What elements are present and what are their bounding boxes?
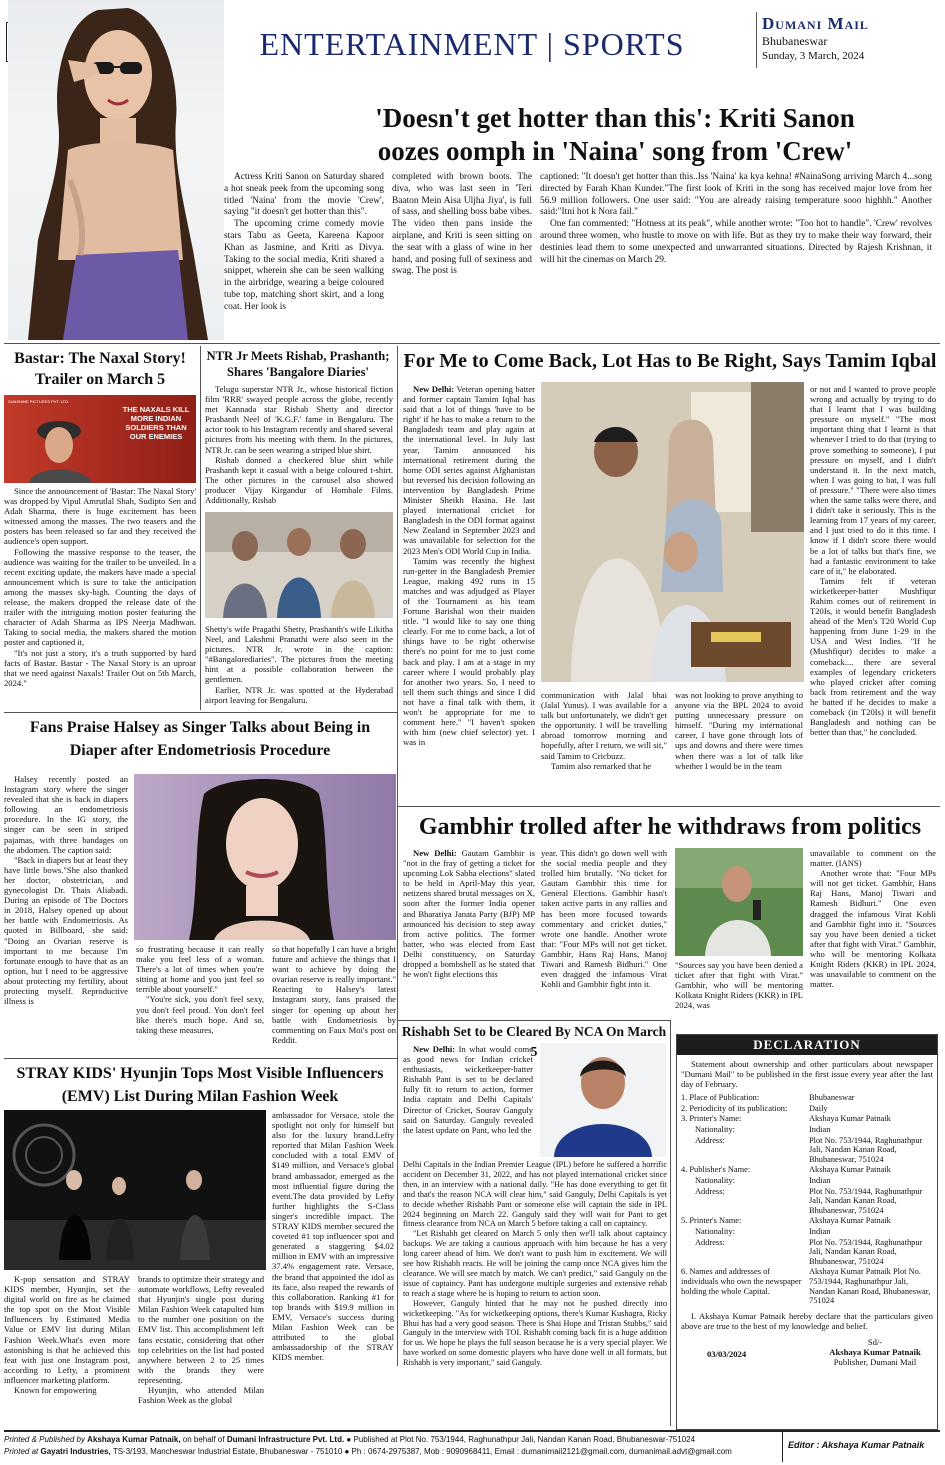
- masthead-paper-info: [762, 14, 942, 64]
- ntr-body-bottom: [205, 624, 393, 705]
- kriti-body-col1: [224, 172, 384, 314]
- declaration-row-value: Plot No. 753/1944, Raghunathpur Jali, Nandan Kanan Road, Bhubaneswar, 751024: [809, 1135, 923, 1164]
- gambhir-para: [403, 848, 535, 979]
- halsey-body-col1: [4, 774, 128, 1006]
- declaration-row: [681, 1136, 933, 1165]
- tamim-text: Veteran opening batter and former captain Tamim Iqbal has said that a lot of things 'have to be right' if he has to make a return to the Bangladesh team and play again at the international level. In July last year, Tamim announced his international retirement during the home ODI series against Afghanistan but reversed his decision following an intervention by Bangladesh Prime Minister Sheikh Hasina. He last played international cricket for Bangladesh in the ODI format against New Zealand in September 2023 and was unavailable for selection for the 2023 Men's ODI World Cup in India.: [403, 384, 535, 556]
- halsey-para: so frustrating because it can really make you feel less of a woman. There's a lot of times when you're sitting at home and you just feel so terrible about yourself.": [136, 944, 264, 995]
- gambhir-headline: Gambhir trolled after he withdraws from politics: [418, 814, 922, 840]
- gambhir-para: year. This didn't go down well with the social media people and they trolled him brutally. "No ticket for Gautam Gambhir this time for General Elections. Gambhir hasn't taken active parts in any rallies and has been more focused towards commentary and cricket duties," wrote one handle. Another wrote that: "Four MPs will not get ticket. Gambhir, Hans Raj Hans, Manoj Tiwari and Ramesh Bidhuri." One even dragged the infamous Virat Kohli and Gambhir fight into it.: [541, 848, 667, 990]
- rishabh-para: [403, 1044, 533, 1135]
- declaration-row-value: Indian: [809, 1125, 831, 1135]
- paper-city: Bhubaneswar: [762, 34, 828, 48]
- rishabh-para: However, Ganguly hinted that he may not be pushed directly into wicketkeeping. "As for wicketkeeping options, there's Kumar Kushagra, Ricky Bhui has had a very good season. There is Shai Hope and Tristan Stubbs," said Ganguly in the interview with TOI. Rishabh coming back fit is a huge addition for us. We hope he plays the full season because he is a very special player. We have worked on some domestic players who have done well in all formats, but Rishabh is very important," said Ganguly.: [403, 1298, 667, 1368]
- stray-kids-headline: [4, 1062, 396, 1108]
- tamim-para: Tamim felt if veteran wicketkeeper-batter Mushfiqur Rahim comes out of retirement in T20Is, it would benefit Bangladesh ahead of the Men's T20 World Cup happening from June 1-29 in the USA and West Indies. "If he (Mushfiqur) decides to make a comeback.... there are several examples of legendary cricketers who played cricket after coming back from retirement and the way he batted if he decides to make a comeback (in T20Is) it will benefit Bangladesh and nothing can be better than that," he concluded.: [810, 575, 936, 738]
- declaration-row-value: Plot No. 753/1944, Raghunathpur Jali, Nandan Kanan Road, Bhubaneswar, 751024: [809, 1186, 923, 1215]
- tamim-hasina-photo: [541, 382, 804, 682]
- stray-para: brands to optimize their strategy and automate workflows, Lefty revealed that Hyunjin's single post during Milan Fashion Week catapulted him to the number one position on the EMV list. This accomplishment left fans ecstatic, considering that other top celebrities on the list had posted anywhere between 2 to 25 times with the brands they were representing.: [138, 1274, 264, 1385]
- section-title: [242, 24, 702, 64]
- gambhir-para: "Sources say you have been denied a ticket after that fight with Virat." Gambhir, who will be mentoring Kolkata Knight Riders (KKR) in IPL 2024, was: [675, 960, 803, 1011]
- declaration-row-label: 5. Printer's Name:: [681, 1216, 742, 1226]
- kriti-body-col2: [392, 172, 532, 278]
- kriti-para: captioned: "It doesn't get hotter than this..Iss 'Naina' ka kya kehna! #NainaSong arriving March 4...song directed by Farah Khan Kunder."The first look of Kriti in the song has received major love from her 56.9 million followers. One user said: "You are already raising temperature sooo highhh." Another said:"Itni hot k Nora fail.": [540, 172, 932, 218]
- declaration-row-label: Address:: [695, 1186, 725, 1196]
- gambhir-text: Gautam Gambhir is "not in the fray of getting a ticket for upcoming Lok Sabha elections" slated to be held in April-May this year, netizens shared brutal messages on X, soon after the former India opener and Bharatiya Janata Party (BJP) MP announced his decision to step away from active politics. The former batter, who was elected from East Delhi constituency, on Saturday dropped a bombshell as he stated that he won't fight elections this: [403, 848, 535, 980]
- gambhir-dateline: New Delhi:: [413, 848, 457, 858]
- rishabh-para: "Let Rishabh get cleared on March 5 only then we'll talk about captaincy backups. We are taking a cautious approach with him because he has a very long career ahead of him. We don't want to push him in excitement. We will see how Rishabh reacts. He will be joining the camp once NCA gives him the clearance. We will see match by match. We can't predict," said Ganguly on the issue of captaincy. Pant has undergone multiple surgeries and extensive rehab to reach a stage where he is hoping to return to action soon.: [403, 1229, 667, 1298]
- footer-l1-company: Dumani Infrastructure Pvt. Ltd.: [226, 1435, 345, 1444]
- ntr-headline: [202, 348, 394, 380]
- bastar-headline: [4, 348, 196, 390]
- stray-headline-line1: STRAY KIDS' Hyunjin Tops Most Visible Influencers: [16, 1065, 384, 1082]
- tamim-body-col2: [541, 690, 667, 771]
- poster-text: THE NAXALS KILL MORE INDIAN SOLDIERS THAN OUR ENEMIES: [122, 405, 190, 441]
- declaration-row-label: 2. Periodicity of its publication:: [681, 1103, 788, 1113]
- halsey-body-col3: [272, 944, 396, 1045]
- halsey-body-col2: [136, 944, 264, 1035]
- stray-body-col1: [4, 1274, 130, 1395]
- halsey-para: "Back in diapers but at least they have little bows."She also thanked her doctor, obstetrician, and gynecologist Dr. Thais Aliabadi. During an episode of The Doctors in 2018, Halsey opened up about her battle with Endometriosis. As quoted in Billboard, she said: "Doing an Ovarian reserve is important to me because I'm fortunate enough to have that as an option, but I need to be aggressive about protecting my fertility, about protecting myself. Reproductive illness is: [4, 854, 128, 1007]
- kriti-body-col3: [540, 172, 932, 266]
- stray-para: Known for empowering: [14, 1385, 97, 1396]
- gambhir-illustration: [675, 848, 803, 956]
- declaration-row: [681, 1125, 933, 1135]
- bastar-headline-line1: Bastar: The Naxal Story!: [14, 350, 186, 367]
- kriti-headline-line2: oozes oomph in 'Naina' song from 'Crew': [377, 136, 853, 166]
- rishabh-illustration: [540, 1043, 666, 1157]
- declaration-row-value: Akshaya Kumar Patnaik: [809, 1114, 891, 1124]
- footer-line2: [4, 1446, 778, 1458]
- kriti-para: Actress Kriti Sanon on Saturday shared a hot sneak peek from the upcoming song titled 'Naina' from the movie 'Crew', saying "it doesn't get hotter than this".: [224, 172, 384, 218]
- declaration-date: 03/03/2024: [707, 1348, 747, 1359]
- tamim-para: or not and I wanted to prove people wrong and actually by trying to do that I learnt that I was building pressure on myself." "The most important thing that I learnt is that whenever I tried to do that (trying to prove something to someone), I put pressure on myself, and I didn't understand it. In the next match, when I was going to bat, I was full of pressure." "There were also times when the same talks were there, and I didn't take it seriously. This is the learning from 17 years of my career, and I just tried to do it this time. I know if I didn't score there would be a lot of talks but that's fine, we had a fantastic environment to take care of it," he elaborated.: [810, 384, 936, 576]
- kriti-headline: [300, 102, 930, 168]
- declaration-row-value: Akshaya Kumar Patnaik: [809, 1165, 891, 1175]
- halsey-headline-line2: Diaper after Endometriosis Procedure: [69, 742, 331, 759]
- declaration-row: [681, 1227, 933, 1237]
- tamim-para: communication with Jalal bhai (Jalal Yunus). I was available for a talk but unfortunately, we didn't get the opportunity. I will be travelling abroad tomorrow morning and hopefully, after I return, we will sit," said Tamim to Cricbuzz.: [541, 690, 667, 761]
- gambhir-photo: [675, 848, 803, 956]
- declaration-row-label: Address:: [695, 1135, 725, 1145]
- declaration-row-value: Indian: [809, 1176, 831, 1186]
- halsey-portrait-illustration: [134, 774, 396, 940]
- declaration-row-label: Address:: [695, 1237, 725, 1247]
- footer-l1-mid: on behalf of: [182, 1435, 225, 1444]
- rishabh-dateline: New Delhi:: [413, 1044, 456, 1054]
- declaration-row: [681, 1104, 933, 1114]
- poster-company: SUNSHINE PICTURES PVT. LTD.: [8, 399, 70, 404]
- footer-l1-rest: ● Published at Plot No. 753/1944, Raghunathpur Jali, Nandan Kanan Road, Bhubaneswar-751024: [346, 1435, 696, 1444]
- tamim-headline: For Me to Come Back, Lot Has to Be Right, Says Tamim Iqbal: [403, 350, 937, 372]
- declaration-row: [681, 1187, 933, 1216]
- declaration-row-value: Akshaya Kumar Patnaik Plot No. 753/1944, Raghunathpur Jali, Nandan Kanan Road, Bhubaneswar, 751024: [809, 1267, 931, 1306]
- ntr-headline-line2: Shares 'Bangalore Diaries': [227, 365, 369, 379]
- bastar-headline-line2: Trailer on March 5: [34, 371, 166, 388]
- bastar-para: "It's not just a story, it's a truth supported by hard facts of Bastar. Bastar - The Naxal Story is an uproar that we need against Naxals! Trailer Out on 5th March, 2024.": [4, 647, 196, 688]
- stray-headline-line2: (EMV) List During Milan Fashion Week: [61, 1088, 339, 1105]
- declaration-row-label: Nationality:: [695, 1176, 736, 1186]
- ntr-group-illustration: [205, 512, 393, 618]
- declaration-row-value: Daily: [809, 1103, 828, 1113]
- section-divider: |: [546, 26, 564, 62]
- declaration-row-label: Nationality:: [695, 1125, 736, 1135]
- declaration-row-value: Indian: [809, 1227, 831, 1236]
- rishabh-body-top: [403, 1044, 533, 1135]
- kriti-para: The upcoming crime comedy movie stars Tabu as Geeta, Kareena Kapoor Khan as Jasmine, and Kriti as Divya. Taking to the social media, Kriti shared a snippet, wherein she can be seen walking in the airbridge, wearing a beige coloured tube top, matching short skirt, and a long coat. Her look is: [224, 219, 384, 312]
- gambhir-para: unavailable to comment on the matter. (IANS): [810, 848, 936, 869]
- footer-l2-rest: TS-3/193, Mancheswar Industrial Estate, Bhubaneswar - 751010 ● Ph : 0674-2975387, Mob : 9090968411, Email : dumanimail2121@gmail.com, dumanimail.advt@gmail.com: [112, 1446, 732, 1456]
- ntr-para: Telugu superstar NTR Jr., whose historical fiction film 'RRR' swayed people across the globe, recently met Kannada star Rishab Shetty and director Prashanth Neel of 'K.G.F.' fame in Bengaluru. The actor took to his Instagram recently and shared several pictures from his meeting with them. In the pictures, NTR Jr. can be seen wearing a striped blue shirt.: [205, 384, 393, 455]
- ntr-para: Shetty's wife Pragathi Shetty, Prashanth's wife Likitha Neel, and Lakshmi Pranathi were also seen in the pictures. NTR Jr. wrote in the caption: "#Bangalorediaries". The pictures from the meeting hint at a possible collaboration between the gentlemen.: [205, 624, 393, 685]
- kriti-headline-line1: 'Doesn't get hotter than this': Kriti Sanon: [375, 103, 855, 133]
- declaration-intro: Statement about ownership and other particulars about newspaper "Dumani Mail" to be published in the first issue every year after the last day of February.: [681, 1059, 933, 1090]
- gambhir-body-col4: [810, 848, 936, 989]
- ntr-para: Rishab donned a checkered blue shirt while Prashanth kept it casual with a beige coloured t-shirt. The other pictures in the carousel also showed producer Vijay Kirgandur of Hombale Films. Additionally, Rishab: [205, 454, 393, 506]
- tamim-para: Tamim also remarked that he: [551, 760, 652, 771]
- declaration-row-label: 6. Names and addresses of individuals who own the newspaper holding the whole Capital.: [681, 1267, 802, 1296]
- fashion-show-illustration: [4, 1110, 266, 1270]
- declaration-row: [681, 1093, 933, 1103]
- declaration-row-value: Bhubaneswar: [809, 1093, 855, 1103]
- footer-line1: [4, 1434, 778, 1446]
- bastar-para: Following the massive response to the teaser, the audience was waiting for the trailer to be unveiled. In a recent exciting update, the makers have made a special announcement which is sure to take the anticipation among the masses sky-high. Counting the days of release, the makers dropped the release date of the trailer with the intriguing motion poster featuring the character of Adah Sharma as IPS Neerja Madhwan. Taking to social media, the makers shared the motion poster and captioned it,: [4, 546, 196, 648]
- declaration-row: [681, 1238, 933, 1267]
- stray-body-col2: [138, 1274, 264, 1405]
- footer-l2-lead: Printed at: [4, 1446, 39, 1456]
- ntr-body-top: [205, 384, 393, 505]
- halsey-para: so that hopefully I can have a bright future and achieve the things that I want to achieve by doing the ovarian reserve is really important." Reacting to Halsey's latest Instagram story, fans praised the singer for opening up about her battle with Endometriosis by commenting on Faux Moi's post on Reddit.: [272, 944, 396, 1045]
- halsey-para: Halsey recently posted an Instagram story where the singer revealed that she is back in diapers following an endometriosis procedure. In the IG story, the singer can be seen in striped pajamas, with three bandages on the abdomen. The caption said:: [4, 774, 128, 855]
- declaration-sd: Sd/-: [867, 1336, 883, 1347]
- footer-l2-company: Gayatri Industries,: [40, 1446, 111, 1456]
- gambhir-body-col2: [541, 848, 667, 989]
- bastar-para: Since the announcement of 'Bastar: The Naxal Story' was dropped by Vipul Amrutlal Shah, Sudipto Sen and Adah Sharma, there is huge excitement has been witnessed among the masses. The two teasers and the posters has been released so far and they received the audience's open support.: [4, 486, 196, 547]
- tamim-group-illustration: [541, 382, 804, 682]
- tamim-body-col3: [675, 690, 803, 771]
- declaration-box: [676, 1034, 938, 1430]
- rishabh-para: Delhi Capitals in the Indian Premier League (IPL) before he suffered a horrific accident on December 31, 2022, and has not played international cricket since then, in an interview with a national daily. "He has done everything to get fit and that's the reason NCA will clear him," said Ganguly, Delhi Capitals is yet to decide whether Rishabh Pant or someone else will captain the side in IPL 2024 beginning on March 22. Ganguly said they will wait for Pant to get fitness clearance from NCA on March 5 before taking a call on captaincy.: [403, 1160, 667, 1229]
- kriti-para: One fan commented: "Hotness at its peak", while another wrote: "Too hot to handle". 'Crew' revolves around three women, who hustle to move on with life. But as they try to make their way forward, their destinies lead them to some unexpected and unwarranted situations. Directed by Rajesh Krishnan, it will hit the cinemas on March 29.: [540, 219, 932, 265]
- footer-imprint: [4, 1434, 778, 1457]
- tamim-para: was not looking to prove anything to anyone via the BPL 2024 to avoid putting unnecessary pressure on himself. "During my international career, I have gone through lots of ups and downs and there were times when there was a lot of talk like whether I would be in the team: [675, 690, 803, 771]
- kriti-sanon-photo: [8, 0, 224, 340]
- tamim-para: Tamim was recently the highest run-getter in the Bangladesh Premier League, making 492 runs in 15 matches and was adjudged as Player of the Tournament as his team Fortune Barishal won their maiden title. "I would like to say one thing clearly. For me to come back, a lot of things have to be right otherwise there's no point for me to just come back and play. I am at a stage in my career where I would probably play for another two years. So, I need to tell them such things and since I did not have a final talk with them, it won't be appropriate for me to comment here." "I haven't spoken with him (new chief selector) yet. I was in: [403, 555, 535, 748]
- bastar-body: [4, 486, 196, 688]
- gambhir-para: Another wrote that: "Four MPs will not get ticket. Gambhir, Hans Raj Hans, Manoj Tiwari and Ramesh Bidhuri." One even dragged the infamous Virat Kohli and Gambhir fight into it. "Sources say you have been denied a ticket after that fight with Virat." Gambhir, who will be mentoring Kolkata Knight Riders (KKR) in IPL 2024, was unavailable to comment on the matter.: [810, 868, 936, 990]
- gambhir-body-col1: [403, 848, 535, 979]
- section-entertainment: ENTERTAINMENT: [259, 26, 538, 62]
- tamim-para: [403, 384, 535, 556]
- tamim-body-col1: [403, 384, 535, 747]
- halsey-para: "You're sick, you don't feel sexy, you don't feel proud. You don't feel like there's much hope. And so, taking these measures,: [136, 994, 264, 1035]
- declaration-row: [681, 1165, 933, 1175]
- halsey-headline-line1: Fans Praise Halsey as Singer Talks about Being in: [29, 719, 371, 736]
- stray-para: ambassador for Versace, stole the spotlight not only for himself but also for the luxury brand.Lefty reported that Milan Fashion Week concluded with a total EMV of $149 million, and Versace's global brand ambassador, emerged as the most influential figure during the event.The data provided by Lefty further highlights the S-Class singer's incredible impact. The STRAY KIDS member secured the coveted #1 top influencer spot and generated a staggering $4.02 million in EMV with an impressive 37.4% engagement rate. Versace, the brand that appointed the idol as its face, also reaped the rewards of this collaboration. Ranking #1 for top brands with $19.9 million in EMV, Versace's success during Milan Fashion Week can be attributed to the global ambassadorship of the STRAY KIDS member.: [272, 1110, 394, 1363]
- hyunjin-versace-photo: [4, 1110, 266, 1270]
- tamim-dateline: New Delhi:: [413, 384, 455, 394]
- footer-l1-name: Akshaya Kumar Patnaik,: [87, 1435, 181, 1444]
- footer-editor: Editor : Akshaya Kumar Patnaik: [788, 1440, 925, 1450]
- tamim-body-col4: [810, 384, 936, 737]
- paper-name: Dumani Mail: [762, 14, 869, 33]
- gambhir-body-col3: [675, 960, 803, 1010]
- declaration-row: [681, 1267, 933, 1305]
- rishabh-photo: [540, 1043, 666, 1157]
- stray-para: Hyunjin, who attended Milan Fashion Week as the global: [138, 1385, 264, 1406]
- section-sports: SPORTS: [563, 26, 685, 62]
- footer-l1-lead: Printed & Published by: [4, 1435, 85, 1444]
- stray-body-col3: [272, 1110, 394, 1362]
- kriti-para: completed with brown boots. The diva, who was last seen in 'Teri Baaton Mein Aisa Uljha Jiya', is full of sass, and shelling boss babe vibes. The video then pans inside the airplane, and Kriti is seen sitting on the seat with a glass of wine in her hand, and posing full of sexiness and swag. The post is: [392, 172, 532, 277]
- halsey-headline: [4, 716, 396, 762]
- ntr-para: Earlier, NTR Jr. was spotted at the Hyderabad airport leaving for Bengaluru.: [205, 684, 393, 705]
- declaration-signature: [677, 1337, 937, 1371]
- declaration-title: DECLARATION: [677, 1035, 937, 1055]
- kriti-figure-illustration: [8, 0, 224, 340]
- paper-date: Sunday, 3 March, 2024: [762, 50, 865, 62]
- ntr-group-photo: [205, 512, 393, 618]
- rishabh-body: [403, 1160, 667, 1368]
- declaration-rows: [677, 1089, 937, 1305]
- declaration-row-label: 1. Place of Publication:: [681, 1093, 760, 1103]
- declaration-row-value: Akshaya Kumar Patnaik: [809, 1216, 891, 1226]
- declaration-row: [681, 1216, 933, 1226]
- halsey-photo: [134, 774, 396, 940]
- declaration-row-label: 4. Publisher's Name:: [681, 1165, 751, 1175]
- declaration-row-label: Nationality:: [695, 1227, 736, 1236]
- declaration-row-label: 3. Printer's Name:: [681, 1114, 742, 1124]
- ntr-headline-line1: NTR Jr Meets Rishab, Prashanth;: [206, 349, 390, 363]
- declaration-row-value: Plot No. 753/1944, Raghunathpur Jali, Nandan Kanan Road, Bhubaneswar, 751024: [809, 1237, 923, 1266]
- declaration-row: [681, 1114, 933, 1124]
- declaration-closing: I. Akshaya Kumar Patnaik hereby declare that the particulars given above are true to the best of my knowledge and belief.: [681, 1310, 933, 1331]
- bastar-poster: [4, 395, 196, 483]
- declaration-row: [681, 1176, 933, 1186]
- rishabh-headline: Rishabh Set to be Cleared By NCA On March 5: [401, 1024, 667, 1059]
- declaration-signer-block: [815, 1337, 935, 1367]
- rishabh-text: In what would come as good news for Indian cricket enthusiasts, wicketkeeper-batter Rishabh Pant is set to be declared fully fit to return to action, former India captain and Delhi Capitals' Director of Cricket, Sourav Ganguly said on Saturday. Ganguly revealed the latest update on Pant, who led the: [403, 1044, 534, 1135]
- declaration-signer-title: Publisher, Dumani Mail: [833, 1356, 917, 1367]
- declaration-signer: Akshaya Kumar Patnaik: [829, 1346, 921, 1357]
- stray-para: K-pop sensation and STRAY KIDS member, Hyunjin, set the digital world on fire as he claimed the top spot on the Most Visible Influencers by Estimated Media Value or EMV list during Milan Fashion Week.What's even more astonishing is that he achieved this feat with just one Instagram post, according to Lefty, a prominent influencer marketing platform.: [4, 1274, 130, 1385]
